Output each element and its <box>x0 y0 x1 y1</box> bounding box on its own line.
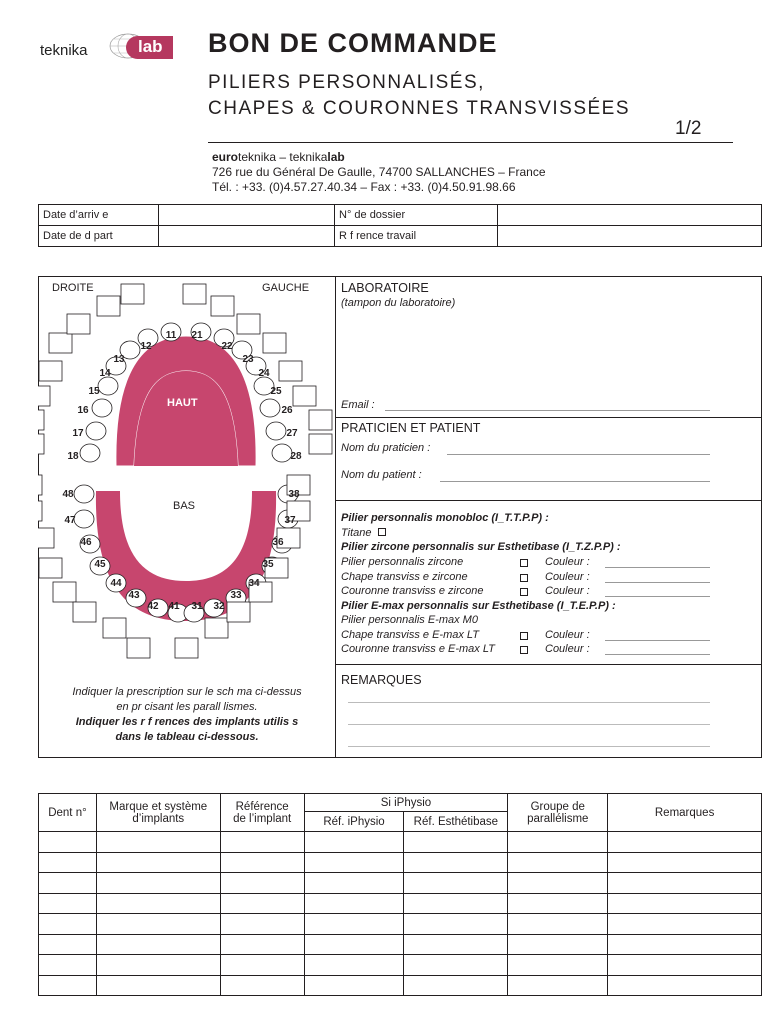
tooth-label-12: 12 <box>140 341 152 352</box>
table-row <box>39 975 762 996</box>
table-cell[interactable] <box>404 832 508 853</box>
col-group-line2: parallélisme <box>527 812 589 825</box>
col-reference <box>220 794 304 832</box>
col-group-line1: Groupe de <box>530 800 585 813</box>
col-brand-line2: d’implants <box>132 812 185 825</box>
company-lab: lab <box>327 150 345 164</box>
col-ref-esthetibase: Réf. Esthétibase <box>404 812 508 832</box>
implants-table <box>38 793 762 996</box>
tooth-box-25[interactable] <box>279 361 302 381</box>
company-euro: euro <box>212 150 239 164</box>
zircone-crown-color-label: Couleur : <box>545 585 590 597</box>
tooth-label-47: 47 <box>64 515 76 526</box>
patient-title: PRATICIEN ET PATIENT <box>341 421 481 435</box>
tooth-label-21: 21 <box>191 330 203 341</box>
tooth-label-24: 24 <box>258 368 270 379</box>
remarks-line-2[interactable] <box>348 724 710 725</box>
table-cell[interactable] <box>508 955 608 976</box>
tooth-label-15: 15 <box>88 386 100 397</box>
table-cell[interactable] <box>508 934 608 955</box>
company-phone: Tél. : +33. (0)4.57.27.40.34 – Fax : +33. (0)4.50.91.98.66 <box>212 180 516 194</box>
tooth-label-34: 34 <box>248 578 260 589</box>
table-cell[interactable] <box>96 832 220 853</box>
tooth-box-22[interactable] <box>211 296 234 316</box>
tooth-box-11[interactable] <box>121 284 144 304</box>
col-reference-line2: de l’implant <box>233 812 292 825</box>
tooth-box-33[interactable] <box>227 602 250 622</box>
tooth-label-23: 23 <box>242 354 254 365</box>
tooth-label-38: 38 <box>288 489 300 500</box>
table-row <box>39 955 762 976</box>
tooth-box-31[interactable] <box>175 638 198 658</box>
table-row <box>39 873 762 894</box>
tooth-label-41: 41 <box>168 601 180 612</box>
logo <box>40 30 175 75</box>
zircone-crown-label: Couronne transviss e zircone <box>341 585 484 597</box>
tooth-label-25: 25 <box>270 386 282 397</box>
tooth-box-12[interactable] <box>97 296 120 316</box>
table-cell[interactable] <box>404 975 508 996</box>
table-cell[interactable] <box>304 975 404 996</box>
tooth-label-45: 45 <box>94 559 106 570</box>
tooth-label-37: 37 <box>284 515 296 526</box>
table-cell[interactable] <box>96 934 220 955</box>
mono-title: Pilier personnalis monobloc (I_T.T.P.P) : <box>341 512 549 524</box>
email-label: Email : <box>341 399 375 411</box>
emax-crown-color-field[interactable] <box>605 654 710 655</box>
tooth-label-33: 33 <box>230 590 242 601</box>
tooth-label-42: 42 <box>147 601 159 612</box>
tooth-17[interactable] <box>86 422 106 440</box>
emax-pillar-label: Pilier personnalis E-max M0 <box>341 614 478 626</box>
table-cell[interactable] <box>39 852 97 873</box>
tooth-label-27: 27 <box>286 428 298 439</box>
emax-crown-checkbox[interactable] <box>520 646 528 654</box>
folder-number-label: N° de dossier <box>335 205 498 226</box>
table-cell[interactable] <box>608 975 762 996</box>
tooth-box-24[interactable] <box>263 333 286 353</box>
table-cell[interactable] <box>508 893 608 914</box>
col-dent: Dent n° <box>39 794 97 832</box>
tooth-box-28[interactable] <box>309 434 332 454</box>
table-cell[interactable] <box>608 893 762 914</box>
table-cell[interactable] <box>304 914 404 935</box>
titane-label: Titane <box>341 527 372 539</box>
table-cell[interactable] <box>304 852 404 873</box>
col-brand <box>96 794 220 832</box>
table-row <box>39 832 762 853</box>
zircone-pillar-color-field[interactable] <box>605 567 710 568</box>
tooth-box-17[interactable] <box>38 410 44 430</box>
doctor-label: Nom du praticien : <box>341 442 431 454</box>
tooth-48[interactable] <box>74 485 94 503</box>
col-group <box>508 794 608 832</box>
right-label: DROITE <box>52 282 94 294</box>
upper-label: HAUT <box>167 397 198 409</box>
zircone-pillar-color-label: Couleur : <box>545 556 590 568</box>
table-row <box>39 852 762 873</box>
titane-checkbox[interactable] <box>378 528 386 536</box>
page-title: BON DE COMMANDE <box>208 28 498 58</box>
instruction-line-1: Indiquer la prescription sur le sch ma ci-dessus <box>72 686 302 698</box>
company-rest: teknika – teknika <box>238 150 328 164</box>
lab-title: LABORATOIRE <box>341 281 429 295</box>
table-cell[interactable] <box>96 914 220 935</box>
tooth-label-28: 28 <box>290 451 302 462</box>
table-cell[interactable] <box>39 955 97 976</box>
table-cell[interactable] <box>96 852 220 873</box>
doctor-field[interactable] <box>447 454 710 455</box>
table-cell[interactable] <box>304 873 404 894</box>
table-cell[interactable] <box>96 975 220 996</box>
tooth-26[interactable] <box>260 399 280 417</box>
lower-label: BAS <box>173 500 196 512</box>
table-cell[interactable] <box>220 914 304 935</box>
patient-label: Nom du patient : <box>341 469 422 481</box>
subtitle-line-2: CHAPES & COURONNES TRANSVISSÉES <box>208 98 631 119</box>
departure-date-field[interactable] <box>159 226 335 247</box>
tooth-box-23[interactable] <box>237 314 260 334</box>
dental-chart <box>38 276 336 756</box>
zircone-cap-label: Chape transviss e zircone <box>341 571 468 583</box>
tooth-box-15[interactable] <box>39 361 62 381</box>
tooth-27[interactable] <box>266 422 286 440</box>
tooth-28[interactable] <box>272 444 292 462</box>
emax-cap-label: Chape transviss e E-max LT <box>341 629 479 641</box>
tooth-label-48: 48 <box>62 489 74 500</box>
tooth-15[interactable] <box>98 377 118 395</box>
table-cell[interactable] <box>96 873 220 894</box>
divider-products-remarks <box>335 664 762 665</box>
tooth-box-32[interactable] <box>205 618 228 638</box>
table-cell[interactable] <box>39 893 97 914</box>
table-cell[interactable] <box>39 934 97 955</box>
emax-crown-color-label: Couleur : <box>545 643 590 655</box>
tooth-box-27[interactable] <box>309 410 332 430</box>
tooth-label-22: 22 <box>221 341 233 352</box>
table-cell[interactable] <box>39 975 97 996</box>
table-cell[interactable] <box>404 934 508 955</box>
tooth-label-13: 13 <box>113 354 125 365</box>
tooth-label-32: 32 <box>213 601 225 612</box>
table-cell[interactable] <box>508 873 608 894</box>
lab-stamp-hint: (tampon du laboratoire) <box>341 297 456 309</box>
emax-cap-color-label: Couleur : <box>545 629 590 641</box>
zircone-pillar-label: Pilier personnalis zircone <box>341 556 464 568</box>
tooth-label-18: 18 <box>67 451 79 462</box>
instruction-line-3: Indiquer les r f rences des implants utilis s <box>75 716 299 728</box>
table-cell[interactable] <box>220 852 304 873</box>
zircone-cap-checkbox[interactable] <box>520 574 528 582</box>
table-cell[interactable] <box>608 934 762 955</box>
tooth-box-14[interactable] <box>49 333 72 353</box>
tooth-box-21[interactable] <box>183 284 206 304</box>
tooth-47[interactable] <box>74 510 94 528</box>
tooth-box-42[interactable] <box>103 618 126 638</box>
table-cell[interactable] <box>304 832 404 853</box>
zircone-pillar-checkbox[interactable] <box>520 559 528 567</box>
table-cell[interactable] <box>508 832 608 853</box>
tooth-label-17: 17 <box>72 428 84 439</box>
divider-patient-products <box>335 500 762 501</box>
tooth-box-46[interactable] <box>38 528 54 548</box>
tooth-label-11: 11 <box>165 330 177 341</box>
instruction-line-4: dans le tableau ci-dessous. <box>115 731 259 743</box>
tooth-box-16[interactable] <box>38 386 50 406</box>
tooth-label-43: 43 <box>128 590 140 601</box>
patient-field[interactable] <box>440 481 710 482</box>
tooth-box-44[interactable] <box>53 582 76 602</box>
table-cell[interactable] <box>96 893 220 914</box>
tooth-box-26[interactable] <box>293 386 316 406</box>
table-cell[interactable] <box>39 873 97 894</box>
col-ref-iphysio: Réf. iPhysio <box>304 812 404 832</box>
tooth-box-45[interactable] <box>39 558 62 578</box>
table-row <box>39 893 762 914</box>
page-number: 1/2 <box>675 118 702 139</box>
table-cell[interactable] <box>404 873 508 894</box>
zircone-crown-checkbox[interactable] <box>520 588 528 596</box>
tooth-label-44: 44 <box>110 578 122 589</box>
folder-number-field[interactable] <box>498 205 762 226</box>
subtitle-line-1: PILIERS PERSONNALISÉS, <box>208 72 485 93</box>
arrival-date-label: Date d’arriv e <box>39 205 159 226</box>
tooth-box-13[interactable] <box>67 314 90 334</box>
col-brand-line1: Marque et système <box>109 800 208 813</box>
left-label: GAUCHE <box>262 282 310 294</box>
table-cell[interactable] <box>220 873 304 894</box>
table-cell[interactable] <box>304 955 404 976</box>
table-cell[interactable] <box>608 832 762 853</box>
table-cell[interactable] <box>220 955 304 976</box>
table-cell[interactable] <box>96 955 220 976</box>
table-cell[interactable] <box>608 914 762 935</box>
tooth-18[interactable] <box>80 444 100 462</box>
table-cell[interactable] <box>220 975 304 996</box>
table-cell[interactable] <box>404 914 508 935</box>
emax-cap-color-field[interactable] <box>605 640 710 641</box>
table-cell[interactable] <box>404 893 508 914</box>
table-cell[interactable] <box>304 893 404 914</box>
table-row <box>39 914 762 935</box>
table-cell[interactable] <box>608 873 762 894</box>
tooth-label-26: 26 <box>281 405 293 416</box>
tooth-16[interactable] <box>92 399 112 417</box>
tooth-box-47[interactable] <box>38 501 42 521</box>
table-cell[interactable] <box>220 893 304 914</box>
departure-date-label: Date de d part <box>39 226 159 247</box>
tooth-box-43[interactable] <box>73 602 96 622</box>
table-row <box>39 934 762 955</box>
logo-lab: lab <box>126 36 173 59</box>
col-reference-line1: Référence <box>235 800 289 813</box>
work-reference-label: R f rence travail <box>335 226 498 247</box>
work-reference-field[interactable] <box>498 226 762 247</box>
table-cell[interactable] <box>508 975 608 996</box>
emax-cap-checkbox[interactable] <box>520 632 528 640</box>
table-cell[interactable] <box>608 955 762 976</box>
table-cell[interactable] <box>508 914 608 935</box>
table-cell[interactable] <box>220 832 304 853</box>
emax-crown-label: Couronne transviss e E-max LT <box>341 643 495 655</box>
tooth-label-16: 16 <box>77 405 89 416</box>
remarks-line-1[interactable] <box>348 702 710 703</box>
table-cell[interactable] <box>39 914 97 935</box>
remarks-title: REMARQUES <box>341 673 422 687</box>
company-name <box>212 150 345 164</box>
logo-teknika: teknika <box>40 42 88 59</box>
emax-title: Pilier E-max personnalis sur Esthetibase (I_T.E.P.P) : <box>341 600 616 612</box>
table-cell[interactable] <box>404 852 508 873</box>
divider-lab-patient <box>335 417 762 418</box>
col-remarks: Remarques <box>608 794 762 832</box>
arrival-date-field[interactable] <box>159 205 335 226</box>
info-table <box>38 204 762 247</box>
tooth-label-46: 46 <box>80 537 92 548</box>
header-divider <box>208 142 733 143</box>
table-cell[interactable] <box>404 955 508 976</box>
zircone-title: Pilier zircone personnalis sur Esthetibase (I_T.Z.P.P) : <box>341 541 621 553</box>
tooth-label-36: 36 <box>272 537 284 548</box>
company-address: 726 rue du Général De Gaulle, 74700 SALLANCHES – France <box>212 165 546 179</box>
zircone-cap-color-field[interactable] <box>605 582 710 583</box>
tooth-label-31: 31 <box>191 601 203 612</box>
tooth-label-35: 35 <box>262 559 274 570</box>
table-cell[interactable] <box>304 934 404 955</box>
tooth-box-41[interactable] <box>127 638 150 658</box>
table-cell[interactable] <box>508 852 608 873</box>
zircone-cap-color-label: Couleur : <box>545 571 590 583</box>
zircone-crown-color-field[interactable] <box>605 596 710 597</box>
table-cell[interactable] <box>220 934 304 955</box>
table-cell[interactable] <box>39 832 97 853</box>
tooth-box-48[interactable] <box>38 475 42 495</box>
tooth-box-18[interactable] <box>38 434 44 454</box>
tooth-label-14: 14 <box>99 368 111 379</box>
remarks-line-3[interactable] <box>348 746 710 747</box>
instruction-line-2: en pr cisant les parall lismes. <box>116 701 258 713</box>
col-iphysio: Si iPhysio <box>304 794 508 812</box>
titane-option[interactable] <box>341 527 386 539</box>
table-cell[interactable] <box>608 852 762 873</box>
email-field[interactable] <box>385 410 710 411</box>
